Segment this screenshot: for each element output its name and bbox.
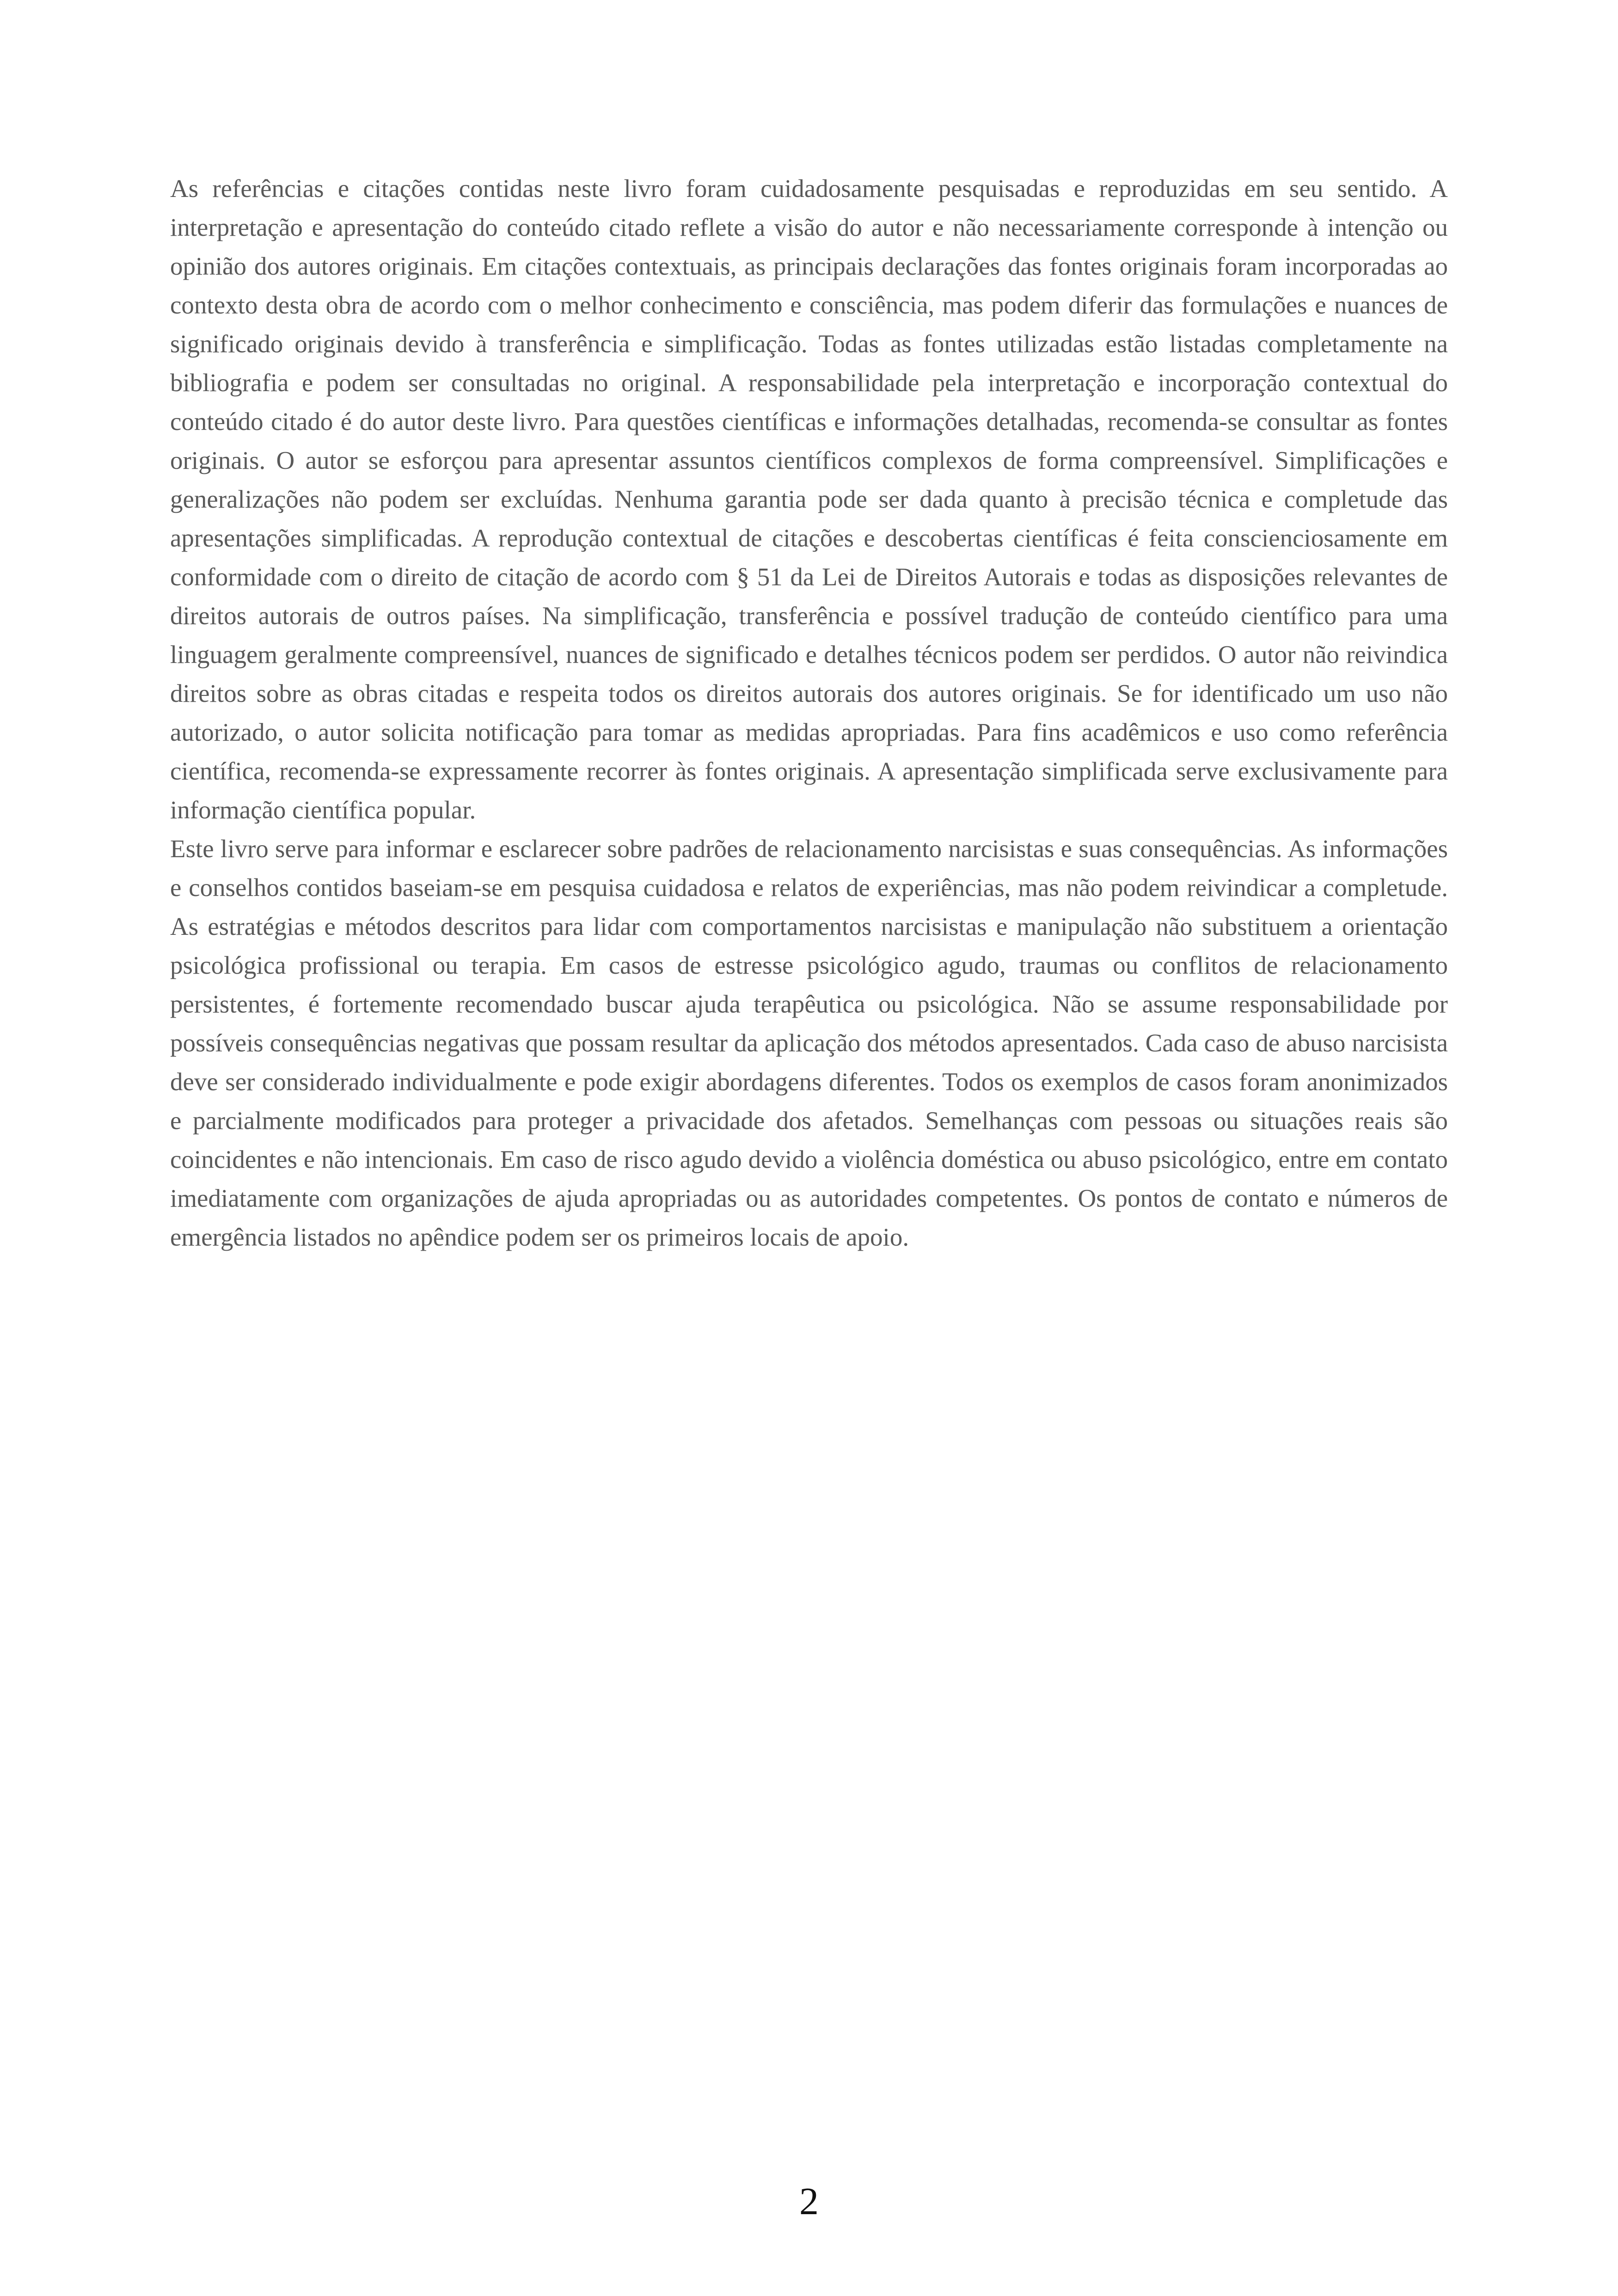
paragraph-references-disclaimer: As referências e citações contidas neste livro foram cuidadosamente pesquisadas e reproduzidas em seu sentido. A interpretação e apresentação do conteúdo citado reflete a visão do autor e não necessariamente corresponde à intenção ou opinião dos autores originais. Em citações contextuais, as principais declarações das fontes originais foram incorporadas ao contexto desta obra de acordo com o melhor conhecimento e consciência, mas podem diferir das formulações e nuances de significado originais devido à transferência e simplificação. Todas as fontes utilizadas estão listadas completamente na bibliografia e podem ser consultadas no original. A responsabilidade pela interpretação e incorporação contextual do conteúdo citado é do autor deste livro. Para questões científicas e informações detalhadas, recomenda-se consultar as fontes originais. O autor se esforçou para apresentar assuntos científicos complexos de forma compreensível. Simplificações e generalizações não podem ser excluídas. Nenhuma garantia pode ser dada quanto à precisão técnica e completude das apresentações simplificadas. A reprodução contextual de citações e descobertas científicas é feita conscienciosamente em conformidade com o direito de citação de acordo com § 51 da Lei de Direitos Autorais e todas as disposições relevantes de direitos autorais de outros países. Na simplificação, transferência e possível tradução de conteúdo científico para uma linguagem geralmente compreensível, nuances de significado e detalhes técnicos podem ser perdidos. O autor não reivindica direitos sobre as obras citadas e respeita todos os direitos autorais dos autores originais. Se for identificado um uso não autorizado, o autor solicita notificação para tomar as medidas apropriadas. Para fins acadêmicos e uso como referência científica, recomenda-se expressamente recorrer às fontes originais. A apresentação simplificada serve exclusivamente para informação científica popular. — [170, 174, 1448, 824]
paragraph-psychology-disclaimer: Este livro serve para informar e esclarecer sobre padrões de relacionamento narcisistas e suas consequências. As informações e conselhos contidos baseiam-se em pesquisa cuidadosa e relatos de experiências, mas não podem reivindicar a completude. As estratégias e métodos descritos para lidar com comportamentos narcisistas e manipulação não substituem a orientação psicológica profissional ou terapia. Em casos de estresse psicológico agudo, traumas ou conflitos de relacionamento persistentes, é fortemente recomendado buscar ajuda terapêutica ou psicológica. Não se assume responsabilidade por possíveis consequências negativas que possam resultar da aplicação dos métodos apresentados. Cada caso de abuso narcisista deve ser considerado individualmente e pode exigir abordagens diferentes. Todos os exemplos de casos foram anonimizados e parcialmente modificados para proteger a privacidade dos afetados. Semelhanças com pessoas ou situações reais são coincidentes e não intencionais. Em caso de risco agudo devido a violência doméstica ou abuso psicológico, entre em contato imediatamente com organizações de ajuda apropriadas ou as autoridades competentes. Os pontos de contato e números de emergência listados no apêndice podem ser os primeiros locais de apoio. — [170, 835, 1448, 1251]
body-text — [170, 169, 1448, 1257]
page-number: 2 — [799, 2180, 819, 2223]
